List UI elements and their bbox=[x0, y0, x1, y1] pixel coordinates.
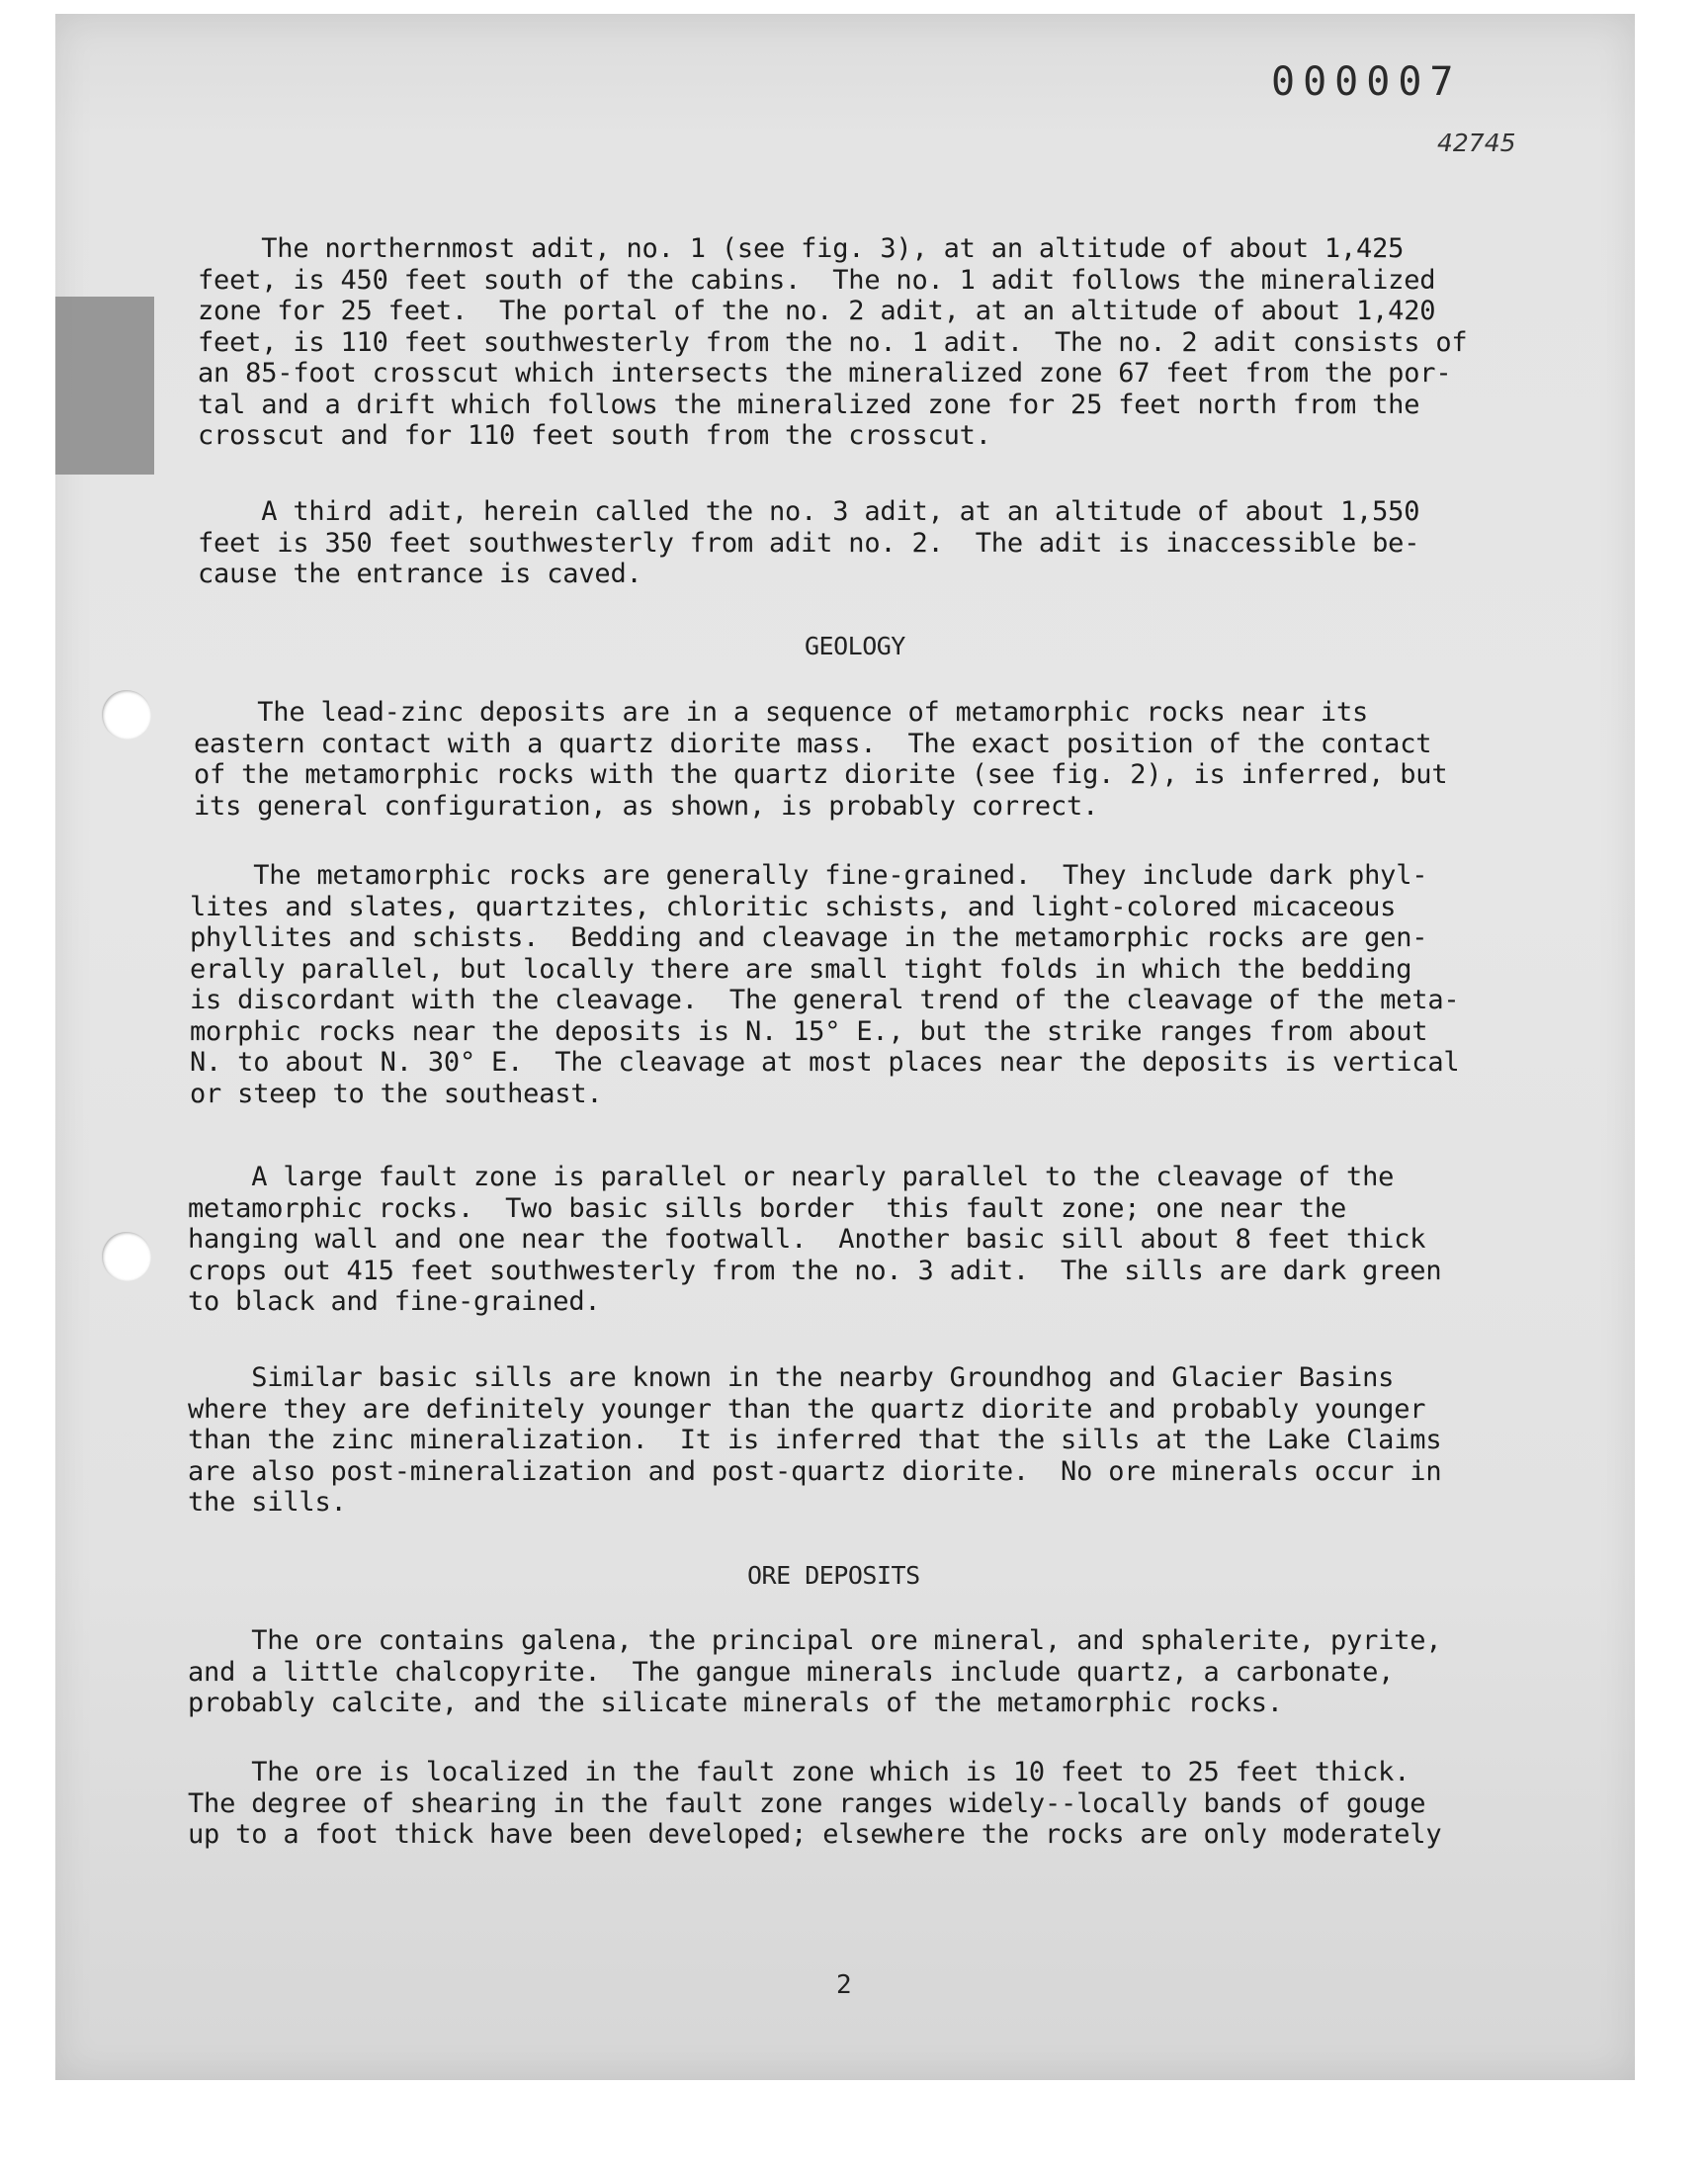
text-line: metamorphic rocks. Two basic sills border this fault zone; one near the bbox=[188, 1192, 1347, 1224]
text-line: hanging wall and one near the footwall. Another basic sill about 8 feet thick bbox=[188, 1224, 1426, 1255]
text-line: and a little chalcopyrite. The gangue minerals include quartz, a carbonate, bbox=[188, 1656, 1395, 1688]
scan-edge-band bbox=[55, 297, 154, 475]
text-line: crosscut and for 110 feet south from the crosscut. bbox=[198, 420, 991, 451]
text-line: up to a foot thick have been developed; elsewhere the rocks are only moderately bbox=[188, 1819, 1442, 1850]
text-line: to black and fine-grained. bbox=[188, 1286, 601, 1317]
text-line: The ore is localized in the fault zone which is 10 feet to 25 feet thick. bbox=[251, 1757, 1410, 1787]
text-line: where they are definitely younger than the quartz diorite and probably younger bbox=[188, 1393, 1426, 1425]
section-heading-ore-deposits: ORE DEPOSITS bbox=[747, 1561, 920, 1590]
text-line: N. to about N. 30° E. The cleavage at most places near the deposits is vertical bbox=[190, 1047, 1460, 1078]
catalog-number: 42745 bbox=[1437, 129, 1516, 157]
text-line: erally parallel, but locally there are small tight folds in which the bedding bbox=[190, 953, 1412, 985]
paragraph-ore-minerals bbox=[188, 1625, 1441, 1719]
text-line: The metamorphic rocks are generally fine-grained. They include dark phyl- bbox=[253, 860, 1428, 891]
text-line: of the metamorphic rocks with the quartz diorite (see fig. 2), is inferred, but bbox=[194, 759, 1448, 790]
text-line: The northernmost adit, no. 1 (see fig. 3), at an altitude of about 1,425 bbox=[261, 233, 1405, 264]
text-line: an 85-foot crosscut which intersects the mineralized zone 67 feet from the por- bbox=[198, 358, 1452, 389]
text-line: is discordant with the cleavage. The general trend of the cleavage of the meta- bbox=[190, 985, 1460, 1015]
text-line: The lead-zinc deposits are in a sequence of metamorphic rocks near its bbox=[257, 697, 1369, 728]
text-line: zone for 25 feet. The portal of the no. 2 adit, at an altitude of about 1,420 bbox=[198, 296, 1436, 326]
text-line: eastern contact with a quartz diorite mass. The exact position of the contact bbox=[194, 728, 1432, 759]
paragraph-metamorphic-rocks bbox=[190, 860, 1459, 1109]
text-line: or steep to the southeast. bbox=[190, 1078, 603, 1109]
text-line: feet is 350 feet southwesterly from adit no. 2. The adit is inaccessible be- bbox=[198, 527, 1420, 559]
text-line: probably calcite, and the silicate minerals of the metamorphic rocks. bbox=[188, 1688, 1283, 1718]
text-line: Similar basic sills are known in the nearby Groundhog and Glacier Basins bbox=[251, 1362, 1395, 1393]
text-line: A large fault zone is parallel or nearly parallel to the cleavage of the bbox=[251, 1162, 1395, 1192]
text-line: the sills. bbox=[188, 1487, 347, 1518]
text-line: phyllites and schists. Bedding and cleavage in the metamorphic rocks are gen- bbox=[190, 922, 1428, 953]
paragraph-fault-zone bbox=[188, 1162, 1441, 1318]
text-line: The degree of shearing in the fault zone ranges widely--locally bands of gouge bbox=[188, 1787, 1426, 1819]
text-line: are also post-mineralization and post-quartz diorite. No ore minerals occur in bbox=[188, 1455, 1442, 1487]
text-line: its general configuration, as shown, is probably correct. bbox=[194, 790, 1099, 822]
text-line: The ore contains galena, the principal ore mineral, and sphalerite, pyrite, bbox=[251, 1625, 1442, 1656]
text-line: than the zinc mineralization. It is inferred that the sills at the Lake Claims bbox=[188, 1425, 1442, 1455]
paragraph-adits bbox=[198, 233, 1467, 452]
document-number: 000007 bbox=[1271, 59, 1462, 105]
text-line: feet, is 450 feet south of the cabins. The no. 1 adit follows the mineralized bbox=[198, 264, 1436, 296]
text-line: morphic rocks near the deposits is N. 15° E., but the strike ranges from about bbox=[190, 1015, 1428, 1047]
paragraph-basic-sills bbox=[188, 1362, 1441, 1519]
binder-hole bbox=[102, 1232, 151, 1281]
section-heading-geology: GEOLOGY bbox=[805, 632, 905, 660]
paragraph-ore-localization bbox=[188, 1757, 1441, 1851]
page-number: 2 bbox=[836, 1970, 852, 2000]
text-line: cause the entrance is caved. bbox=[198, 559, 642, 589]
text-line: A third adit, herein called the no. 3 adit, at an altitude of about 1,550 bbox=[261, 496, 1420, 527]
paragraph-third-adit bbox=[198, 496, 1419, 590]
binder-hole bbox=[102, 690, 151, 740]
text-line: tal and a drift which follows the mineralized zone for 25 feet north from the bbox=[198, 389, 1420, 420]
text-line: lites and slates, quartzites, chloritic schists, and light-colored micaceous bbox=[190, 891, 1397, 922]
text-line: crops out 415 feet southwesterly from the no. 3 adit. The sills are dark green bbox=[188, 1255, 1442, 1286]
text-line: feet, is 110 feet southwesterly from the no. 1 adit. The no. 2 adit consists of bbox=[198, 326, 1468, 358]
paragraph-deposits-location bbox=[194, 697, 1447, 822]
